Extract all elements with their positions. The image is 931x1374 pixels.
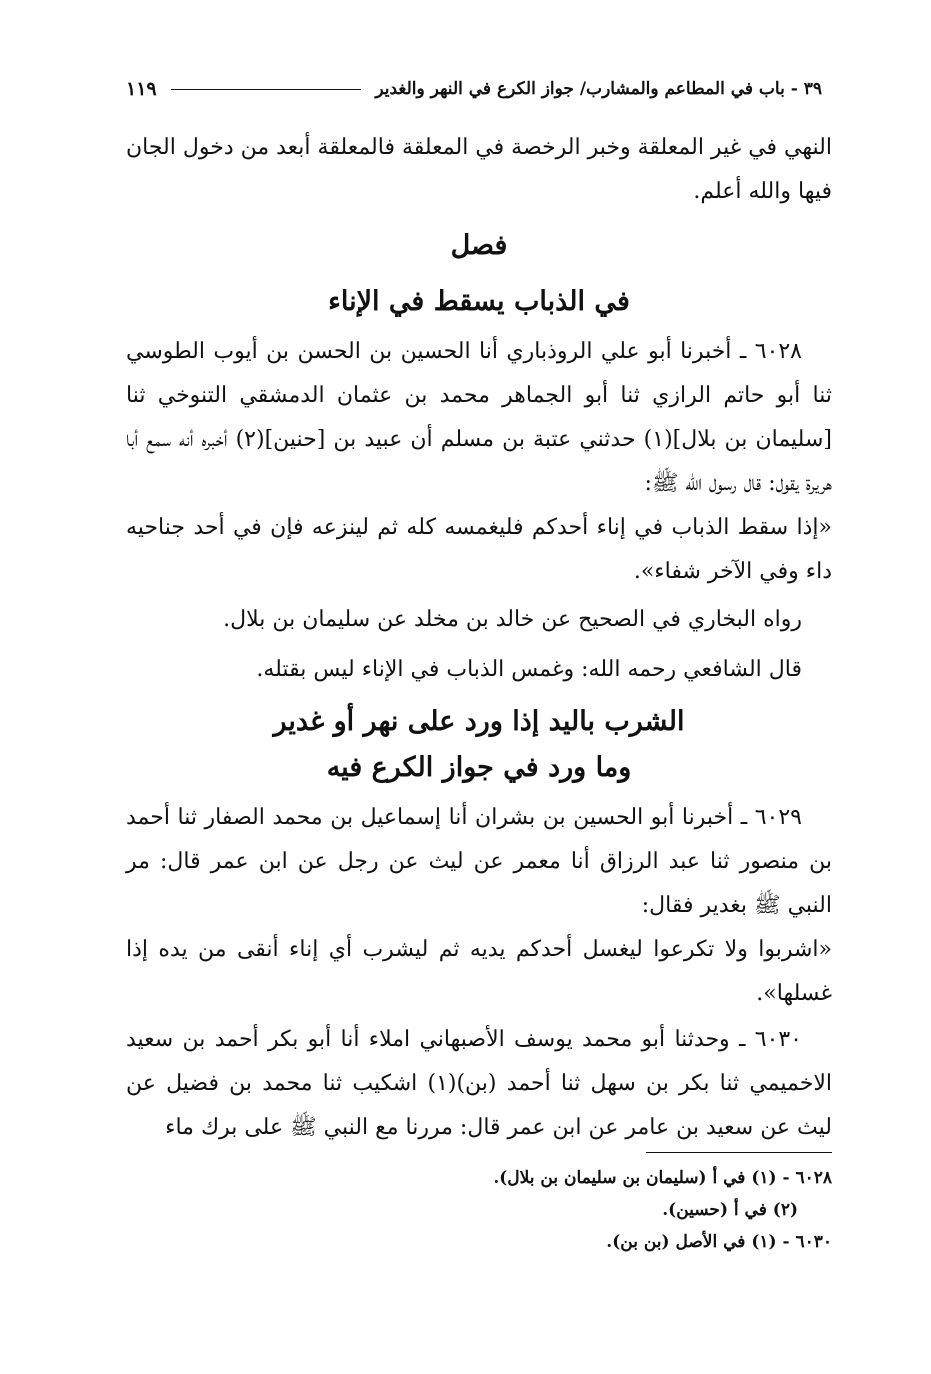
footnote-6028-2: (٢) في أ (حسين). (662, 1200, 798, 1220)
header-rule (171, 89, 362, 90)
chapter-title: ٣٩ - باب في المطاعم والمشارب/ جواز الكرع في النهر والغدير (375, 79, 822, 99)
hadith-6028-quote (126, 506, 832, 594)
bukhari-note-text: رواه البخاري في الصحيح عن خالد بن مخلد عن سليمان بن بلال. (223, 607, 802, 632)
hadith-quote: «اشربوا ولا تكرعوا ليغسل أحدكم يديه ثم ليشرب أي إناء أنقى من يده إذا غسلها». (126, 937, 832, 1006)
section-subheading: في الذباب يسقط في الإناء (328, 286, 630, 317)
hadith-6028 (126, 330, 832, 506)
bukhari-note (126, 598, 832, 642)
running-header (126, 74, 822, 104)
shafii-note-text: قال الشافعي رحمه الله: وغمس الذباب في الإناء ليس بقتله. (256, 657, 802, 682)
hadith-text: ـ أخبرنا أبو علي الروذباري أنا الحسين بن الحسن بن أيوب الطوسي ثنا أبو حاتم الرازي ثنا أبو الجماهر محمد بن عثمان الدمشقي التنوخي ثنا [سليمان بن بلال](١) حدثني عتبة بن مسلم أن عبيد بن [حنين](٢) أخبره أنه سمع أبا هريرة يقول: قال رسول الله ﷺ: (126, 339, 832, 496)
footnote-6030-1: ٦٠٣٠ - (١) في الأصل (بن بن). (606, 1232, 832, 1252)
hadith-6029 (126, 796, 832, 928)
footnote-separator (646, 1152, 832, 1153)
footnote-6028-1: ٦٠٢٨ - (١) في أ (سليمان بن سليمان بن بلال). (493, 1168, 832, 1188)
chapter-heading-line-1: الشرب باليد إذا ورد على نهر أو غدير (273, 706, 685, 737)
hadith-number: ٦٠٢٩ (754, 805, 802, 830)
hadith-6029-quote (126, 928, 832, 1016)
section-heading: فصل (450, 230, 508, 261)
hadith-6030 (126, 1018, 832, 1150)
hadith-number: ٦٠٢٨ (754, 339, 802, 364)
hadith-number: ٦٠٣٠ (754, 1027, 802, 1052)
footnotes (126, 1162, 832, 1258)
hadith-text: ـ وحدثنا أبو محمد يوسف الأصبهاني املاء أنا أبو بكر أحمد بن سعيد الاخميمي ثنا بكر بن سهل ثنا أحمد (بن)(١) اشكيب ثنا محمد بن فضيل عن ليث عن سعيد بن عامر عن ابن عمر قال: مررنا مع النبي ﷺ على برك ماء (126, 1027, 832, 1140)
hadith-quote: «إذا سقط الذباب في إناء أحدكم فليغمسه كله ثم لينزعه فإن في أحد جناحيه داء وفي الآخر شفاء». (126, 515, 832, 584)
chapter-heading-line-2: وما ورد في جواز الكرع فيه (326, 752, 632, 783)
opening-paragraph-text: النهي في غير المعلقة وخبر الرخصة في المعلقة فالمعلقة أبعد من دخول الجان فيها والله أعلم. (126, 135, 832, 204)
opening-paragraph (126, 126, 832, 214)
shafii-note (126, 648, 832, 692)
hadith-text: ـ أخبرنا أبو الحسين بن بشران أنا إسماعيل بن محمد الصفار ثنا أحمد بن منصور ثنا عبد الرزاق أنا معمر عن ليث عن رجل عن ابن عمر قال: مر النبي ﷺ بغدير فقال: (126, 805, 832, 918)
page-number: ١١٩ (126, 78, 157, 100)
